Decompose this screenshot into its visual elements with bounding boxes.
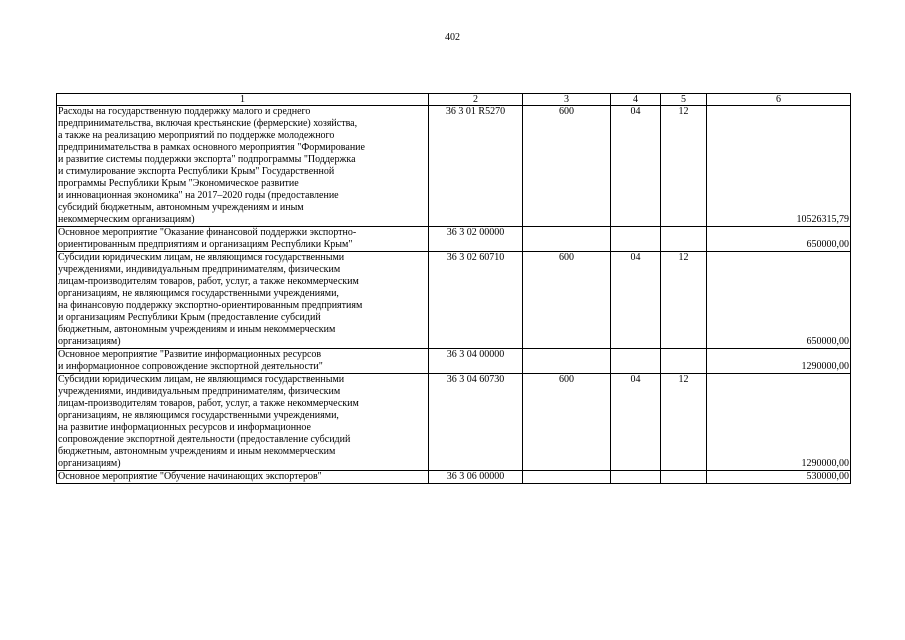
table-row: [57, 106, 851, 227]
row-amount: 1290000,00: [707, 374, 851, 471]
row-code: 36 3 06 00000: [429, 471, 523, 484]
header-cell-1: 1: [57, 94, 429, 106]
row-description: Основное мероприятие "Оказание финансовой поддержки экспортно- ориентированным предприятиям и организациям Республики Крым": [57, 227, 429, 252]
row-col5: 12: [661, 106, 707, 227]
row-col5: [661, 471, 707, 484]
row-col4: [611, 227, 661, 252]
row-col3: 600: [523, 106, 611, 227]
budget-table: [56, 93, 851, 484]
row-code: 36 3 04 00000: [429, 349, 523, 374]
table-row: [57, 374, 851, 471]
row-col3: [523, 227, 611, 252]
row-col5: [661, 227, 707, 252]
row-col4: 04: [611, 106, 661, 227]
row-amount: 650000,00: [707, 227, 851, 252]
row-col3: [523, 349, 611, 374]
header-row: [57, 94, 851, 106]
row-amount: 1290000,00: [707, 349, 851, 374]
row-col3: [523, 471, 611, 484]
row-description: Расходы на государственную поддержку малого и среднего предпринимательства, включая крестьянские (фермерские) хозяйства, а также на реализацию мероприятий по поддержке молодежного предпринимательства в рамках основного мероприятия "Формирование и развитие системы поддержки экспорта" подпрограммы "Поддержка и стимулирование экспорта Республики Крым" Государственной программы Республики Крым "Экономическое развитие и инновационная экономика" на 2017–2020 годы (предоставление субсидий бюджетным, автономным учреждениям и иным некоммерческим организациям): [57, 106, 429, 227]
row-col3: 600: [523, 374, 611, 471]
row-description: Субсидии юридическим лицам, не являющимся государственными учреждениями, индивидуальным предпринимателям, физическим лицам-производителям товаров, работ, услуг, а также некоммерческим организациям, не являющимся государственными учреждениями, на развитие информационных ресурсов и информационное сопровождение экспортной деятельности (предоставление субсидий бюджетным, автономным учреждениям и иным некоммерческим организациям): [57, 374, 429, 471]
row-col4: 04: [611, 252, 661, 349]
row-amount: 10526315,79: [707, 106, 851, 227]
header-cell-2: 2: [429, 94, 523, 106]
row-code: 36 3 02 60710: [429, 252, 523, 349]
row-col4: [611, 471, 661, 484]
row-col3: 600: [523, 252, 611, 349]
table-row: [57, 252, 851, 349]
page-number: 402: [445, 32, 460, 43]
table-row: [57, 227, 851, 252]
row-description: Субсидии юридическим лицам, не являющимся государственными учреждениями, индивидуальным предпринимателям, физическим лицам-производителям товаров, работ, услуг, а также некоммерческим организациям, не являющимся государственными учреждениями, на финансовую поддержку экспортно-ориентированным предприятиям и организациям Республики Крым (предоставление субсидий бюджетным, автономным учреждениям и иным некоммерческим организациям): [57, 252, 429, 349]
row-col5: 12: [661, 252, 707, 349]
row-amount: 650000,00: [707, 252, 851, 349]
row-amount: 530000,00: [707, 471, 851, 484]
header-cell-3: 3: [523, 94, 611, 106]
row-description: Основное мероприятие "Развитие информационных ресурсов и информационное сопровождение экспортной деятельности": [57, 349, 429, 374]
row-description: Основное мероприятие "Обучение начинающих экспортеров": [57, 471, 429, 484]
header-cell-4: 4: [611, 94, 661, 106]
table-row: [57, 349, 851, 374]
row-code: 36 3 04 60730: [429, 374, 523, 471]
table-row: [57, 471, 851, 484]
row-col4: [611, 349, 661, 374]
row-col5: [661, 349, 707, 374]
row-col5: 12: [661, 374, 707, 471]
header-cell-5: 5: [661, 94, 707, 106]
row-code: 36 3 01 R5270: [429, 106, 523, 227]
row-code: 36 3 02 00000: [429, 227, 523, 252]
header-cell-6: 6: [707, 94, 851, 106]
row-col4: 04: [611, 374, 661, 471]
